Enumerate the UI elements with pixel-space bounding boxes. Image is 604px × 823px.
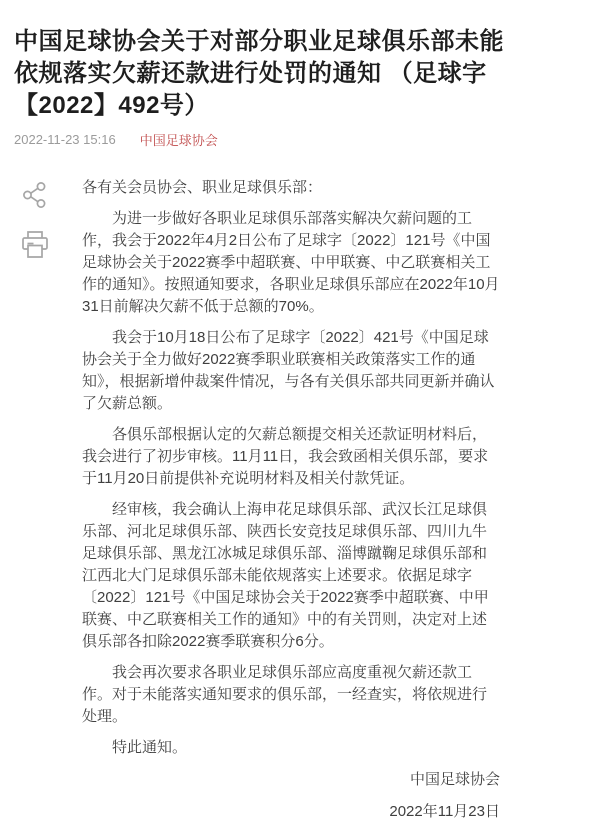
paragraph: 我会再次要求各职业足球俱乐部应高度重视欠薪还款工作。对于未能落实通知要求的俱乐部，一经查实，将依规进行处理。 bbox=[82, 664, 488, 725]
article-meta bbox=[14, 130, 508, 149]
closing-line: 特此通知。 bbox=[112, 739, 188, 756]
paragraph: 各俱乐部根据认定的欠薪总额提交相关还款证明材料后，我会进行了初步审核。11月11日，我会致函相关俱乐部，要求于11月20日前提供补充说明材料及相关付款凭证。 bbox=[82, 426, 489, 487]
article-header bbox=[0, 0, 604, 149]
printer-icon bbox=[21, 230, 49, 260]
publish-datetime: 2022-11-23 15:16 bbox=[14, 132, 116, 147]
salutation: 各有关会员协会、职业足球俱乐部： bbox=[82, 179, 323, 196]
share-button[interactable] bbox=[21, 179, 49, 211]
paragraph: 我会于10月18日公布了足球字〔2022〕421号《中国足球协会关于全力做好2022赛季职业联赛相关政策落实工作的通知》，根据新增仲裁案件情况，与各有关俱乐部共同更新并确认了欠薪总额。 bbox=[82, 329, 495, 412]
paragraph: 经审核，我会确认上海申花足球俱乐部、武汉长江足球俱乐部、河北足球俱乐部、陕西长安竞技足球俱乐部、四川九牛足球俱乐部、黑龙江冰城足球俱乐部、淄博蹴鞠足球俱乐部和江西北大门足球俱乐部未能依规落实上述要求。依据足球字〔2022〕121号《中国足球协会关于2022赛季中超联赛、中甲联赛、中乙联赛相关工作的通知》中的有关罚则，决定对上述俱乐部各扣除2022赛季联赛积分6分。 bbox=[82, 501, 489, 650]
signature: 中国足球协会 bbox=[409, 771, 500, 788]
content-row bbox=[0, 177, 604, 823]
article-source: 中国足球协会 bbox=[139, 133, 218, 148]
signature-date: 2022年11月23日 bbox=[389, 803, 500, 820]
article-body bbox=[82, 177, 500, 823]
page-title: 中国足球协会关于对部分职业足球俱乐部未能依规落实欠薪还款进行处罚的通知 （足球字【2022】492号） bbox=[14, 28, 504, 119]
print-button[interactable] bbox=[21, 229, 49, 261]
side-toolbar bbox=[0, 177, 82, 823]
share-icon bbox=[22, 181, 48, 209]
paragraph: 为进一步做好各职业足球俱乐部落实解决欠薪问题的工作，我会于2022年4月2日公布了足球字〔2022〕121号《中国足球协会关于2022赛季中超联赛、中甲联赛、中乙联赛相关工作的通知》。按照通知要求，各职业足球俱乐部应在2022年10月31日前解决欠薪不低于总额的70%。 bbox=[82, 210, 500, 315]
